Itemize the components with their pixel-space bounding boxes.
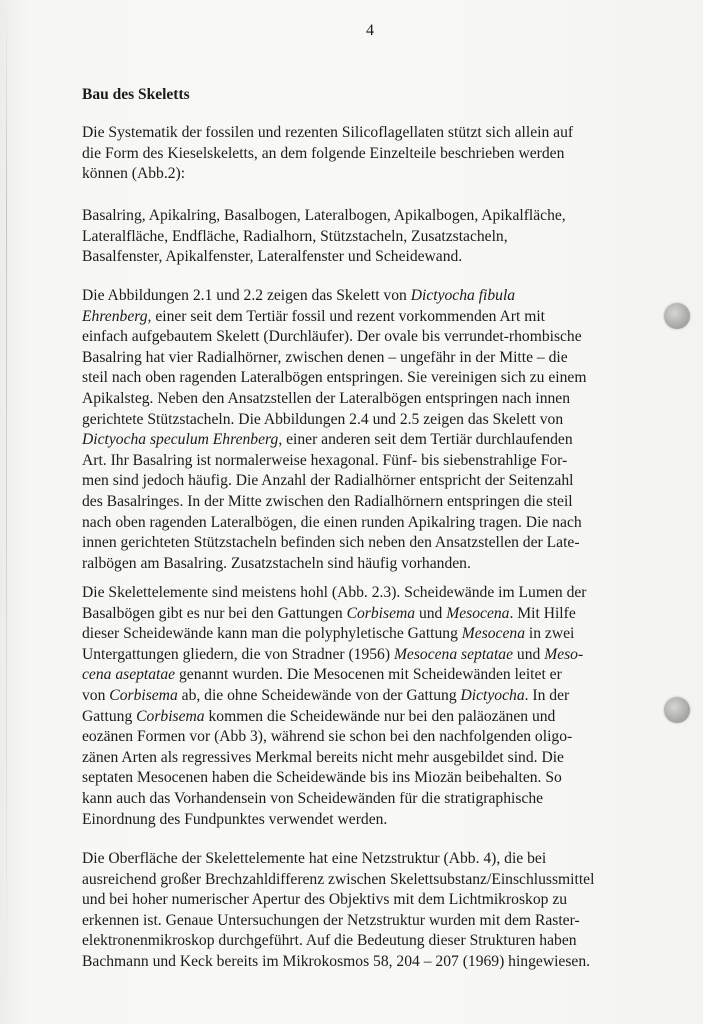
text-line: Basalring, Apikalring, Basalbogen, Lateralbogen, Apikalbogen, Apikalfläche,	[82, 207, 566, 224]
text-line	[82, 665, 654, 686]
text-line	[82, 624, 654, 645]
taxon-name: Meso-	[544, 645, 584, 663]
text-run: und	[415, 604, 447, 622]
genus-name: Corbisema	[346, 604, 416, 622]
text-line: Die Oberfläche der Skelettelemente hat eine Netzstruktur (Abb. 4), die bei	[82, 850, 547, 867]
paper-edge-shadow	[6, 0, 7, 1024]
text-line: Lateralfläche, Endfläche, Radialhorn, Stützstacheln, Zusatzstacheln,	[82, 227, 508, 245]
taxon-name: Mesocena septatae	[393, 645, 514, 663]
text-line: innen gerichteten Stützstacheln befinden sich neben den Ansatzstellen der Late-	[82, 534, 580, 552]
text-run: ab, die ohne Scheidewände von der Gattung	[177, 686, 461, 704]
text-run: in zwei	[525, 625, 575, 643]
text-run: Die Abbildungen 2.1 und 2.2 zeigen das Skelett von	[82, 287, 411, 304]
section-heading: Bau des Skeletts	[82, 86, 190, 103]
text-line: Art. Ihr Basalring ist normalerweise hexagonal. Fünf- bis siebenstrahlige For-	[82, 451, 568, 469]
text-line: eozänen Formen vor (Abb 3), während sie schon bei den nachfolgenden oligo-	[82, 728, 573, 746]
text-run: , einer anderen seit dem Tertiär durchlaufenden	[278, 431, 573, 449]
text-line: ralbögen am Basalring. Zusatzstacheln sind häufig vorhanden.	[82, 554, 471, 572]
text-run: einer seit dem Tertiär fossil und rezent vorkommenden Art mit	[151, 307, 545, 325]
text-line: können (Abb.2):	[82, 165, 186, 183]
text-line	[82, 604, 654, 625]
text-line	[82, 707, 654, 728]
text-run: . In der	[524, 686, 570, 704]
species-name: Dictyocha speculum Ehrenberg	[82, 431, 279, 449]
text-line: die Form des Kieselskeletts, an dem folgende Einzelteile beschrieben werden	[82, 144, 565, 162]
taxon-name: cena aseptatae	[82, 666, 176, 684]
text-line: des Basalringes. In der Mitte zwischen den Radialhörnern entspringen die steil	[82, 492, 573, 510]
text-line: men sind jedoch häufig. Die Anzahl der Radialhörner entspricht der Seitenzahl	[82, 472, 574, 490]
paragraph-dictyocha	[82, 286, 654, 574]
text-line: Einordnung des Fundpunktes verwendet werden.	[82, 810, 388, 828]
text-line: Apikalsteg. Neben den Ansatzstellen der Lateralbögen entspringen nach innen	[82, 389, 571, 407]
text-line: septaten Mesocenen haben die Scheidewände bis ins Miozän beibehalten. So	[82, 769, 562, 787]
text-line: Die Systematik der fossilen und rezenten Silicoflagellaten stützt sich allein auf	[82, 124, 574, 141]
text-run: dieser Scheidewände kann man die polyphyletische Gattung	[82, 625, 462, 643]
text-run: von	[82, 686, 110, 704]
species-name: Dictyocha fibula	[410, 287, 516, 304]
text-run: kommen die Scheidewände nur bei den paläozänen und	[204, 707, 556, 725]
paragraph-parts-list	[82, 206, 654, 268]
text-line: Die Skelettelemente sind meistens hohl (Abb. 2.3). Scheidewände im Lumen der	[82, 584, 587, 601]
text-line: erkennen ist. Genaue Untersuchungen der Netzstruktur wurden mit dem Raster-	[82, 911, 580, 929]
paragraph-scheidewaende	[82, 583, 654, 830]
text-line: ausreichend großer Brechzahldifferenz zwischen Skelettsubstanz/Einschlussmittel	[82, 870, 595, 888]
text-run: Untergattungen gliedern, die von Stradner (1956)	[82, 645, 394, 663]
text-line: einfach aufgebautem Skelett (Durchläufer). Der ovale bis verrundet-rhombische	[82, 328, 582, 346]
page-number: 4	[366, 22, 374, 39]
genus-name: Corbisema	[109, 686, 178, 704]
text-line	[82, 645, 654, 666]
text-line: zänen Arten als regressives Merkmal bereits nicht mehr ausgebildet sind. Die	[82, 748, 564, 766]
text-line	[82, 286, 654, 307]
text-run: . Mit Hilfe	[509, 604, 576, 622]
author-name: Ehrenberg,	[82, 307, 152, 325]
genus-name: Mesocena	[446, 604, 510, 622]
text-line: kann auch das Vorhandensein von Scheidewänden für die stratigraphische	[82, 789, 544, 807]
paragraph-netzstruktur	[82, 849, 654, 973]
paragraph-intro	[82, 123, 654, 185]
text-line: steil nach oben ragenden Lateralbögen entspringen. Sie vereinigen sich zu einem	[82, 369, 587, 387]
genus-name: Corbisema	[136, 707, 205, 725]
genus-name: Mesocena	[461, 625, 525, 643]
text-run: Gattung	[82, 707, 137, 725]
text-line	[82, 307, 654, 328]
text-line: nach oben ragenden Lateralbögen, die einen runden Apikalring tragen. Die nach	[82, 513, 582, 531]
text-run: genannt wurden. Die Mesocenen mit Scheidewänden leitet er	[175, 666, 562, 684]
text-line: Basalfenster, Apikalfenster, Lateralfenster und Scheidewand.	[82, 248, 463, 266]
text-line	[82, 430, 654, 451]
text-line: Basalring hat vier Radialhörner, zwischen denen – ungefähr in der Mitte – die	[82, 348, 568, 366]
text-line: Bachmann und Keck bereits im Mikrokosmos 58, 204 – 207 (1969) hingewiesen.	[82, 952, 591, 970]
text-run: und	[513, 645, 545, 663]
punch-hole	[664, 303, 690, 329]
text-run: Basalbögen gibt es nur bei den Gattungen	[82, 604, 347, 622]
text-line: und bei hoher numerischer Apertur des Objektivs mit dem Lichtmikroskop zu	[82, 891, 568, 909]
genus-name: Dictyocha	[460, 686, 525, 704]
text-line	[82, 686, 654, 707]
punch-hole	[664, 697, 690, 723]
text-line: gerichtete Stützstacheln. Die Abbildungen 2.4 und 2.5 zeigen das Skelett von	[82, 410, 564, 428]
text-line: elektronenmikroskop durchgeführt. Auf die Bedeutung dieser Strukturen haben	[82, 932, 577, 950]
